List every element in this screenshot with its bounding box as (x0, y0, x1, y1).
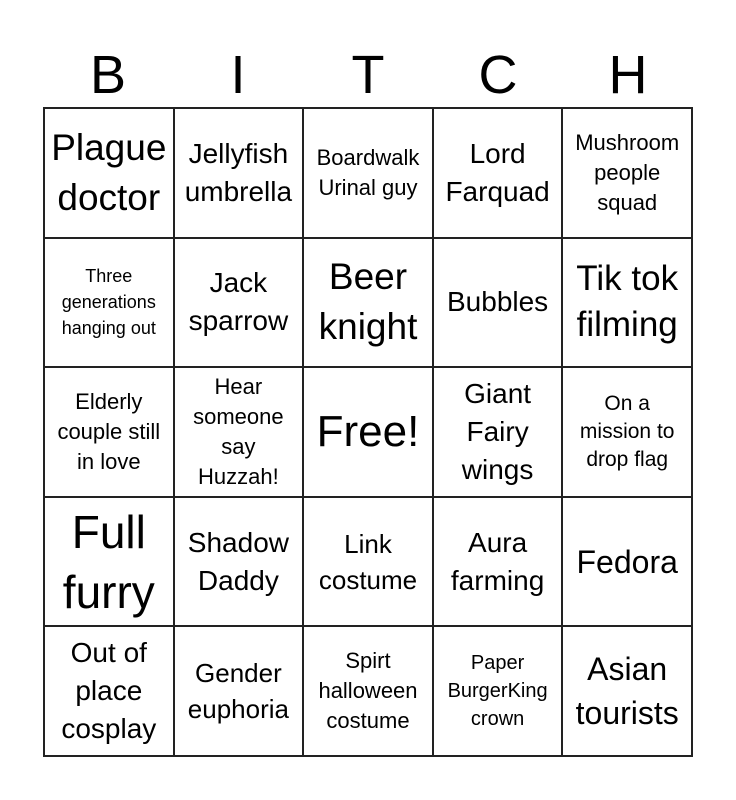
bingo-cell[interactable] (433, 367, 563, 497)
cell-text: Elderly couple still in love (57, 388, 161, 474)
cell-text: Free! (316, 406, 420, 456)
header-letter-c: C (478, 45, 518, 105)
cell-text: Jellyfish umbrella (184, 137, 293, 207)
bingo-cell[interactable] (433, 497, 563, 627)
bingo-cell[interactable] (174, 626, 304, 756)
cell-text: Bubbles (447, 286, 549, 318)
cell-text: Boardwalk Urinal guy (316, 144, 420, 200)
bingo-cell[interactable] (174, 108, 304, 238)
cell-text: Three generations hanging out (61, 266, 156, 339)
header-letter-t: T (351, 45, 385, 105)
bingo-cell[interactable] (44, 238, 174, 368)
bingo-cell[interactable] (303, 108, 433, 238)
cell-text: Shadow Daddy (187, 526, 289, 596)
cell-text: Mushroom people squad (575, 129, 680, 215)
cell-text: Out of place cosplay (61, 637, 157, 745)
cell-text: Paper BurgerKing crown (447, 652, 548, 731)
bingo-grid (43, 107, 693, 757)
cell-text: Gender euphoria (187, 658, 289, 725)
bingo-cell[interactable] (433, 238, 563, 368)
header-letter-i: I (230, 45, 246, 105)
bingo-cell[interactable] (562, 367, 692, 497)
bingo-cell[interactable] (303, 626, 433, 756)
bingo-cell[interactable] (303, 497, 433, 627)
bingo-cell[interactable] (562, 626, 692, 756)
cell-text: Fedora (576, 543, 678, 580)
bingo-cell[interactable] (433, 108, 563, 238)
bingo-cell[interactable] (174, 367, 304, 497)
bingo-cell[interactable] (44, 367, 174, 497)
bingo-cell[interactable] (433, 626, 563, 756)
cell-text: Hear someone say Huzzah! (193, 374, 284, 489)
cell-text: On a mission to drop flag (579, 391, 675, 471)
cell-text: Lord Farquad (445, 137, 550, 207)
bingo-header (43, 42, 693, 108)
bingo-cell-free[interactable] (303, 367, 433, 497)
bingo-cell[interactable] (174, 497, 304, 627)
cell-text: Giant Fairy wings (461, 377, 534, 485)
bingo-cell[interactable] (44, 108, 174, 238)
cell-text: Plague doctor (51, 126, 167, 218)
cell-text: Beer knight (318, 256, 418, 348)
cell-text: Aura farming (450, 526, 545, 596)
cell-text: Link costume (318, 528, 418, 595)
bingo-cell[interactable] (174, 238, 304, 368)
cell-text: Spirt halloween costume (318, 648, 418, 734)
cell-text: Full furry (62, 505, 155, 618)
bingo-cell[interactable] (562, 238, 692, 368)
bingo-cell[interactable] (562, 497, 692, 627)
bingo-cell[interactable] (562, 108, 692, 238)
header-letter-h: H (608, 45, 648, 105)
bingo-cell[interactable] (44, 626, 174, 756)
cell-text: Jack sparrow (188, 267, 289, 337)
bingo-cell[interactable] (303, 238, 433, 368)
cell-text: Tik tok filming (576, 259, 679, 345)
cell-text: Asian tourists (575, 651, 679, 732)
bingo-cell[interactable] (44, 497, 174, 627)
header-letter-b: B (89, 45, 127, 105)
